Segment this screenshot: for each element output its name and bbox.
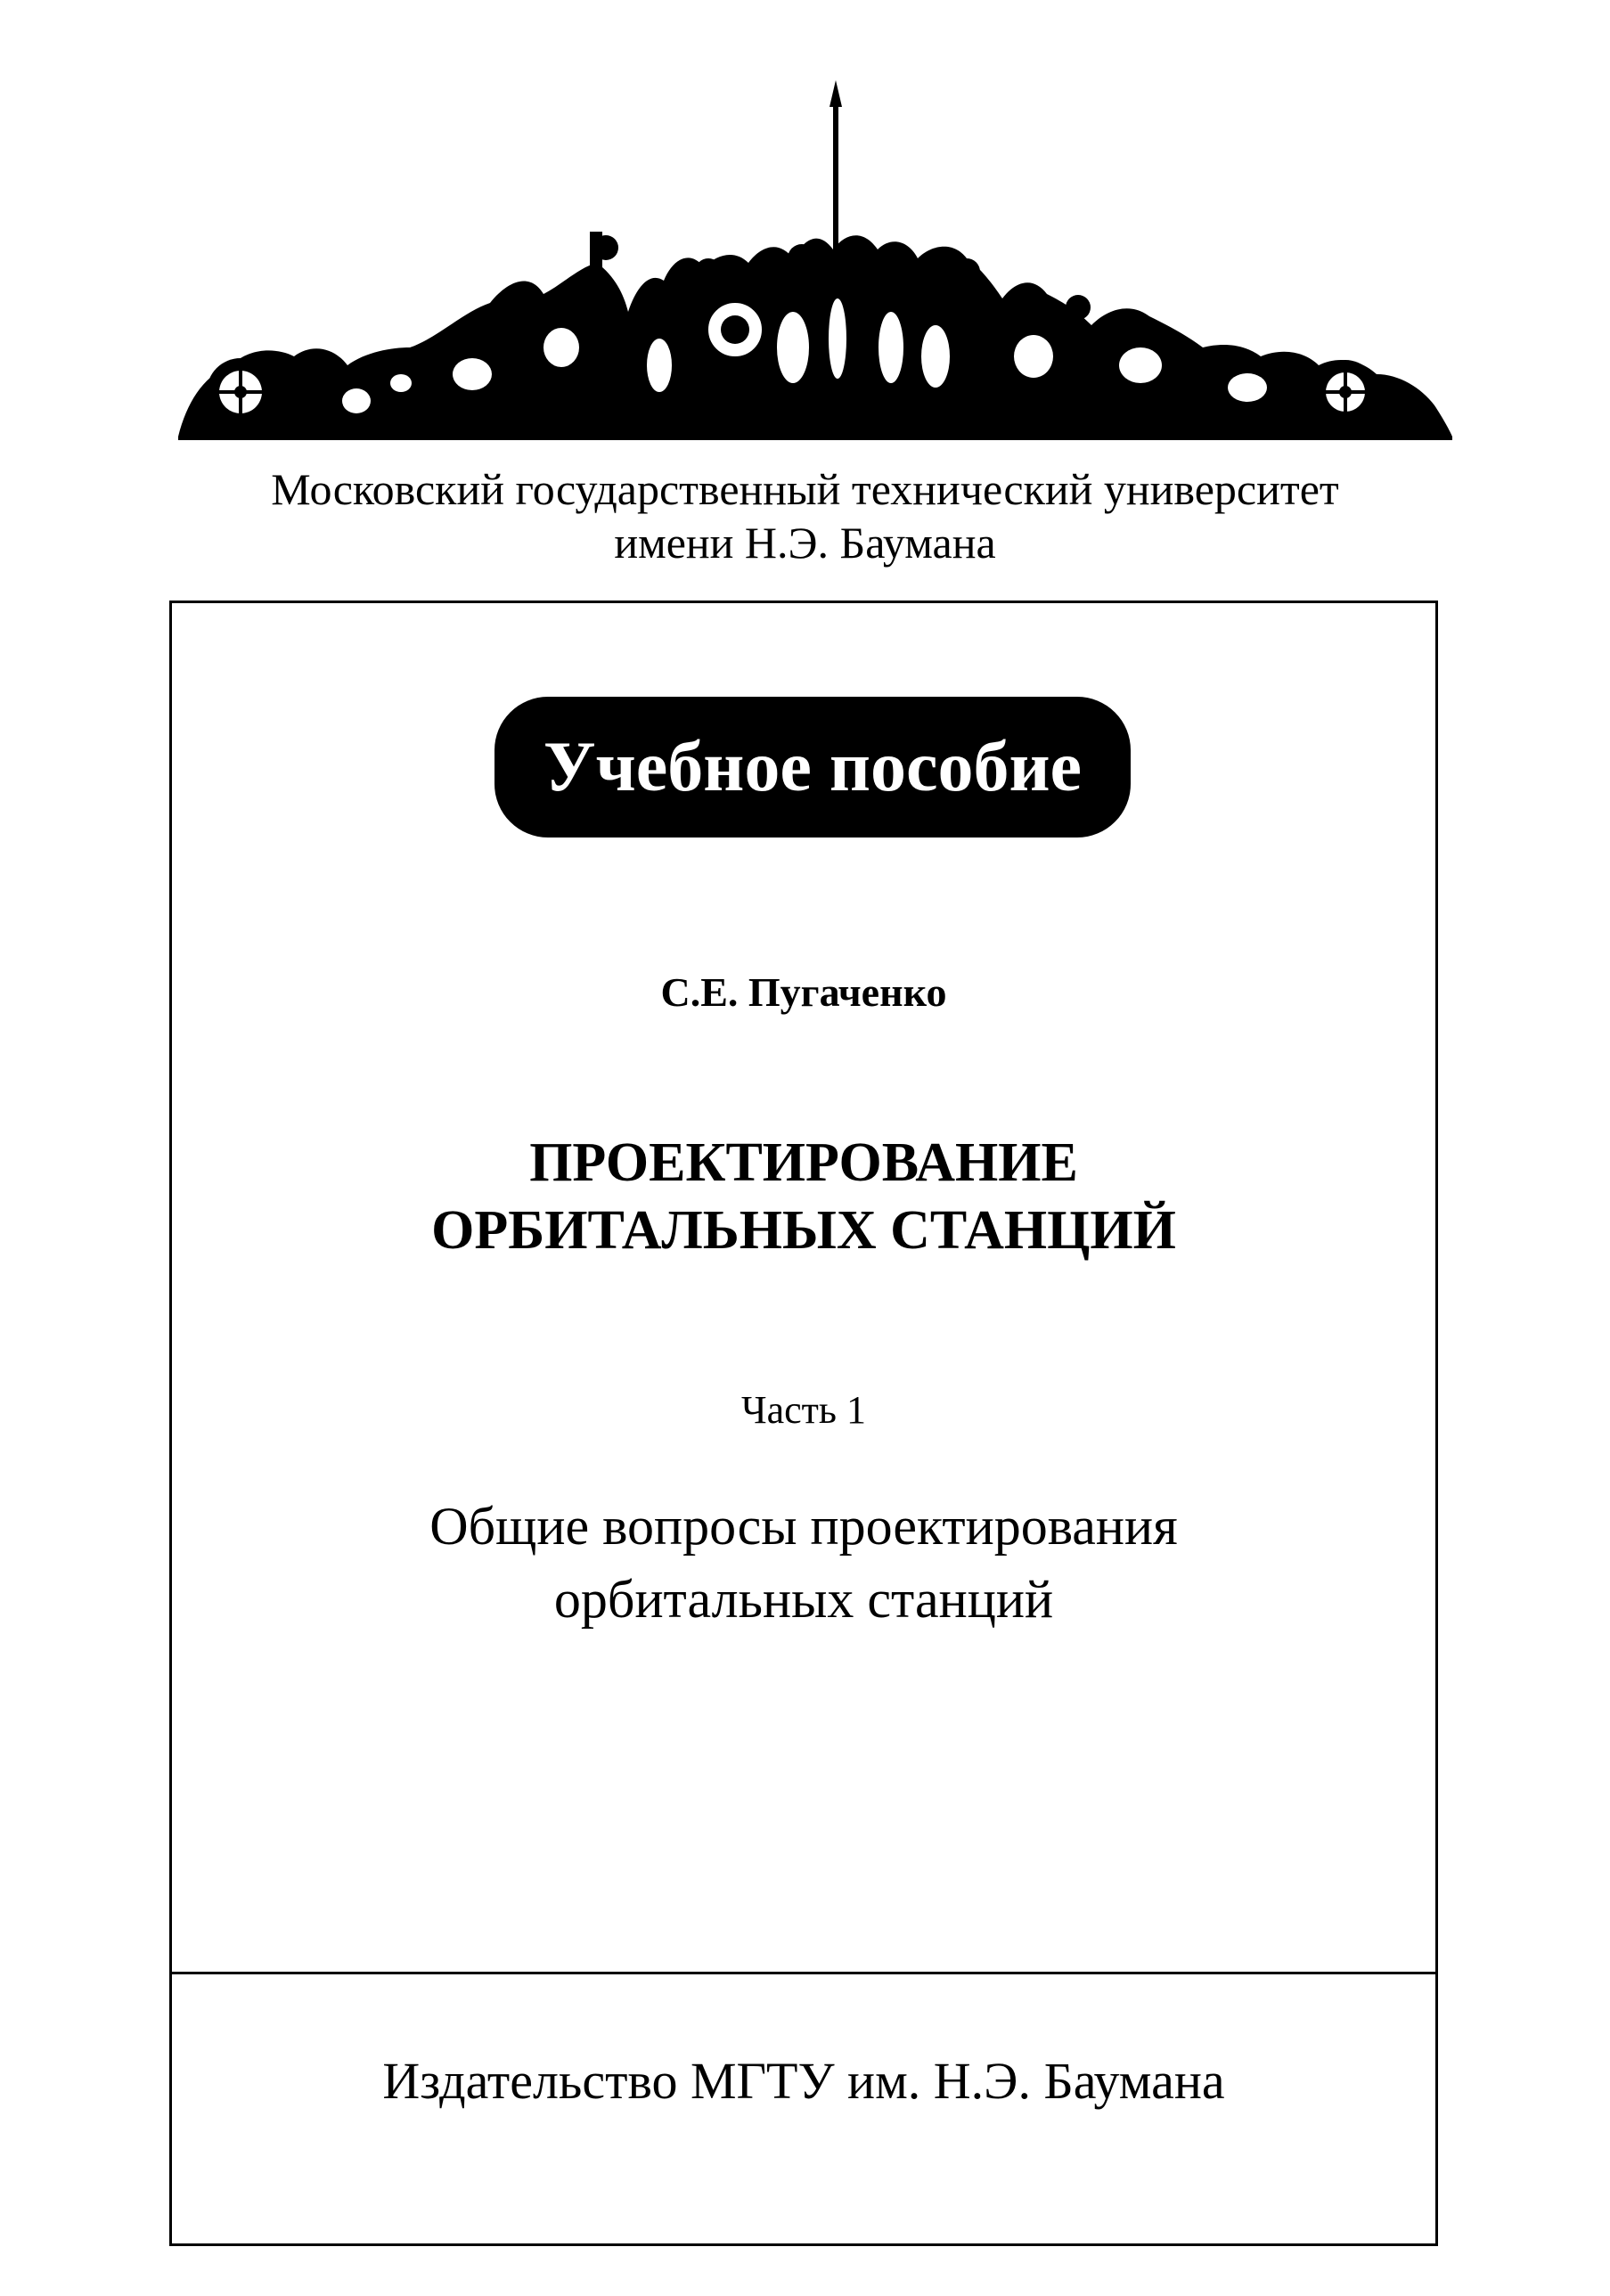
book-subtitle-line2: орбитальных станций	[553, 1570, 1054, 1629]
frame-divider	[172, 1972, 1435, 1974]
university-name-line1: Московский государственный технический университет	[271, 464, 1339, 514]
book-title-line1: ПРОЕКТИРОВАНИЕ	[529, 1132, 1078, 1193]
publisher-name: Издательство МГТУ им. Н.Э. Баумана	[382, 2052, 1225, 2110]
textbook-badge	[494, 697, 1131, 838]
book-subtitle	[172, 1490, 1435, 1636]
cover-frame	[169, 601, 1438, 2246]
textbook-badge-label: Учебное пособие	[543, 728, 1083, 806]
university-name-line2: имени Н.Э. Баумана	[614, 518, 996, 568]
part-number: Часть 1	[741, 1388, 866, 1432]
book-title	[172, 1129, 1435, 1264]
university-emblem	[178, 80, 1452, 454]
book-title-line2: ОРБИТАЛЬНЫХ СТАНЦИЙ	[431, 1200, 1176, 1261]
author-name: С.Е. Пугаченко	[660, 969, 947, 1015]
book-subtitle-line1: Общие вопросы проектирования	[429, 1497, 1178, 1556]
